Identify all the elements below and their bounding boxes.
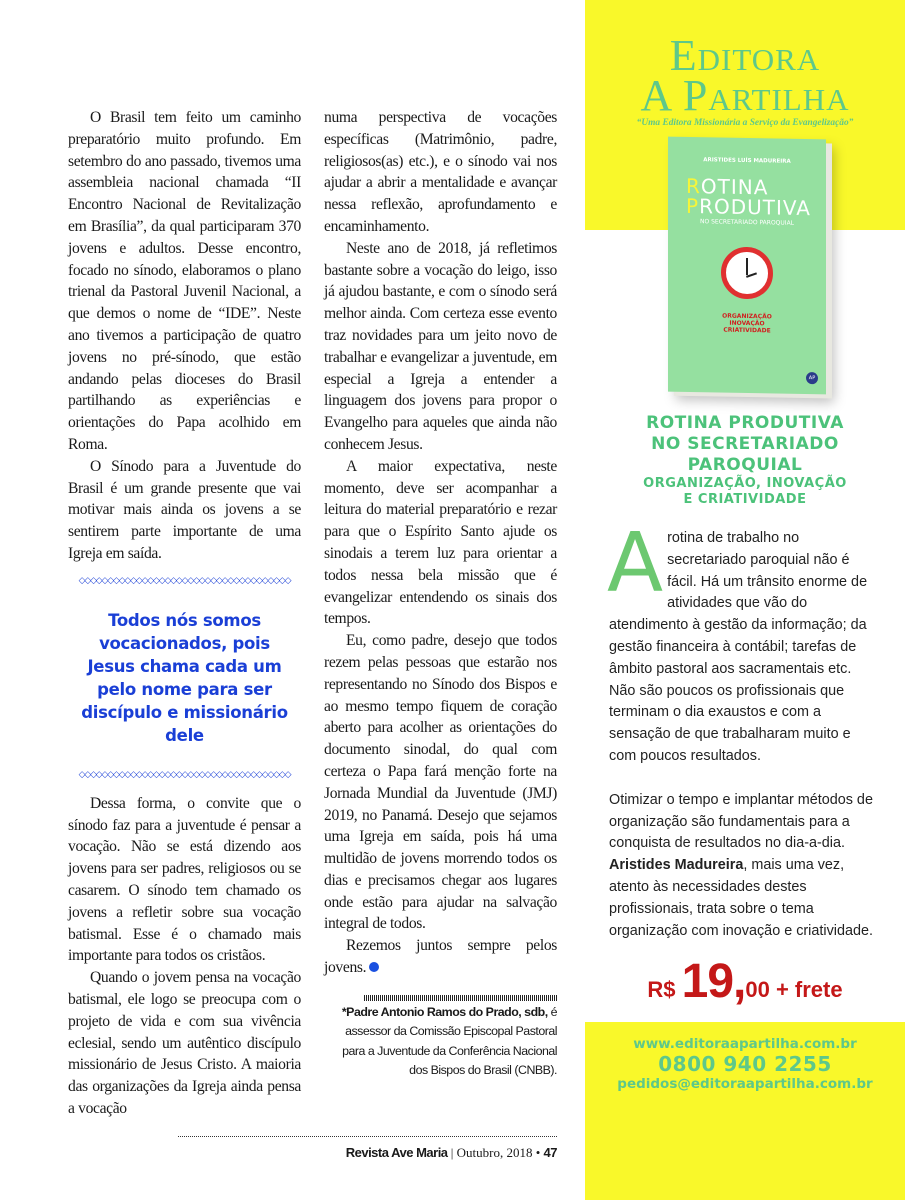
page-number: 47 bbox=[543, 1144, 557, 1160]
author-bio bbox=[324, 995, 557, 1081]
ad-details bbox=[585, 413, 905, 1200]
paragraph: Eu, como padre, desejo que todos rezem pelas pessoas que estarão nos representando no Sínodo dos Bispos e ao mesmo tempo fiquem de coração aberto para acolher as orientações do documento sinodal, do qual com certeza o Papa fará menção forte na Jornada Mundial da Juventude (JMJ) 2019, no Panamá. Desejo que sejamos uma Igreja em saída, pois há uma multidão de jovens morrendo todos os dias e precisamos chegar aos lugares onde estão para ajudar na salvação integral de todos. bbox=[324, 632, 557, 933]
paragraph bbox=[324, 935, 557, 979]
publisher-contacts bbox=[585, 1022, 905, 1200]
article-column-2 bbox=[324, 107, 557, 1081]
bio-divider bbox=[364, 995, 557, 1001]
website-link[interactable]: www.editoraapartilha.com.br bbox=[633, 1036, 857, 1053]
book-title: ROTINA PRODUTIVA NO SECRETARIADO PAROQUIAL bbox=[646, 413, 844, 475]
book-price: R$ 19,00 + frete bbox=[647, 955, 843, 1009]
paragraph: A maior expectativa, neste momento, deve ser acompanhar a leitura do material preparatório e rezar para que o Espírito Santo ajude os sinodais a terem luz para orientar a todos nessa bela missão que é evangelizar entendendo os sinais dos tempos. bbox=[324, 457, 557, 628]
ornament-divider: ◇◇◇◇◇◇◇◇◇◇◇◇◇◇◇◇◇◇◇◇◇◇◇◇◇◇◇◇◇◇◇◇◇◇◇◇◇ bbox=[78, 574, 291, 585]
magazine-name: Revista Ave Maria bbox=[345, 1144, 448, 1160]
end-mark-icon bbox=[369, 962, 379, 972]
publisher-badge-icon: AP bbox=[806, 372, 818, 384]
paragraph: O Brasil tem feito um caminho preparatório muito profundo. Em setembro do ano passado, tivemos uma assembleia nacional chamada “II Encontro Nacional de Revitalização em Brasília”, da qual participaram 370 jovens e adultos. Desse encontro, focado no sínodo, elaboramos o plano trienal da Pastoral Juvenil Nacional, a que demos o nome de “IDE”. Neste ano tivemos a participação de quatro jovens no pré-sínodo, que estão andando pelas dioceses do Brasil partilhando as experiências e orientações do Papa acolhido em Roma. bbox=[68, 109, 301, 453]
paragraph: Quando o jovem pensa na vocação batismal, ele logo se preocupa com o projeto de vida e com sua vivência eclesial, sendo um autêntico discípulo missionário de Jesus Cristo. A maioria das organizações da Igreja ainda pensa a vocação bbox=[68, 969, 301, 1117]
bio-name: *Padre Antonio Ramos do Prado, sdb, bbox=[341, 1004, 548, 1019]
publisher-logo: Editora A Partilha bbox=[640, 31, 850, 120]
publisher-tagline: “Uma Editora Missionária a Serviço da Evangelização” bbox=[636, 118, 854, 128]
email-link[interactable]: pedidos@editoraapartilha.com.br bbox=[617, 1076, 873, 1093]
paragraph: O Sínodo para a Juventude do Brasil é um grande presente que vai motivar mais ainda os jovens a se sentirem parte importante de uma Igreja em saída. bbox=[68, 457, 301, 562]
pull-quote: Todos nós somos vocacionados, pois Jesus chama cada um pelo nome para ser discípulo e missionário dele bbox=[81, 610, 288, 745]
phone-number: 0800 940 2255 bbox=[658, 1052, 832, 1077]
book-subtitle: ORGANIZAÇÃO, INOVAÇÃO E CRIATIVIDADE bbox=[643, 476, 847, 507]
ornament-divider: ◇◇◇◇◇◇◇◇◇◇◇◇◇◇◇◇◇◇◇◇◇◇◇◇◇◇◇◇◇◇◇◇◇◇◇◇◇ bbox=[78, 768, 291, 779]
article-area bbox=[68, 107, 557, 1161]
paragraph: Neste ano de 2018, já refletimos bastante sobre a vocação do leigo, isso já ajudou bastante, e com o sínodo será melhor ainda. Com certeza esse evento traz novidades para um jeito novo de trabalhar e evangelizar a juventude, em especial a Igreja a entender a linguagem dos jovens para propor o Evangelho para aqueles que ainda não conhecem Jesus. bbox=[324, 239, 557, 453]
page-footer bbox=[178, 1145, 557, 1161]
paragraph: numa perspectiva de vocações específicas (Matrimônio, padre, religiosos(as) etc.), e o sínodo vai nos ajudar a abrir a mentalidade e avançar nessa reflexão, aprofundamento e encaminhamento. bbox=[324, 109, 557, 235]
alarm-clock-icon bbox=[721, 247, 773, 300]
issue-date: | Outubro, 2018 • bbox=[450, 1144, 541, 1160]
closing-text: Rezemos juntos sempre pelos jovens. bbox=[324, 937, 557, 977]
paragraph: Dessa forma, o convite que o sínodo faz para a juventude é pensar a vocação. Não se está dizendo aos jovens para ser padres, religiosos ou se casarem. O sínodo tem chamado os jovens a refletir sobre sua vocação batismal. Esse é o chamado mais importante para todos os cristãos. bbox=[68, 794, 301, 965]
bio-text: é assessor da Comissão Episcopal Pastoral para a Juventude da Conferência Nacional dos Bispos do Brasil (CNBB). bbox=[342, 1004, 557, 1078]
footer-divider bbox=[178, 1136, 557, 1137]
book-cover: ARISTIDES LUÍS MADUREIRA ROTINA PRODUTIVA NO SECRETARIADO PAROQUIAL ORGANIZAÇÃO INOVAÇÃO CRIATIVIDADE AP bbox=[668, 137, 826, 395]
article-column-1 bbox=[68, 107, 301, 1120]
book-description: Arotina de trabalho no secretariado paroquial não é fácil. Há um trânsito enorme de atividades que vão do atendimento à gestão da informação; da gestão financeira à contábil; tarefas de âmbito pastoral aos sacramentais etc. Não são poucos os profissionais que terminam o dia exaustos e com a sensação de que trabalharam muito e com poucos resultados. Otimizar o tempo e implantar métodos de organização são fundamentais para a conquista de resultados no dia-a-dia. Aristides Madureira, mais uma vez, atento às necessidades destes profissionais, trata sobre o tema organização com inovação e criatividade. bbox=[607, 516, 873, 939]
drop-cap: A bbox=[607, 516, 664, 611]
